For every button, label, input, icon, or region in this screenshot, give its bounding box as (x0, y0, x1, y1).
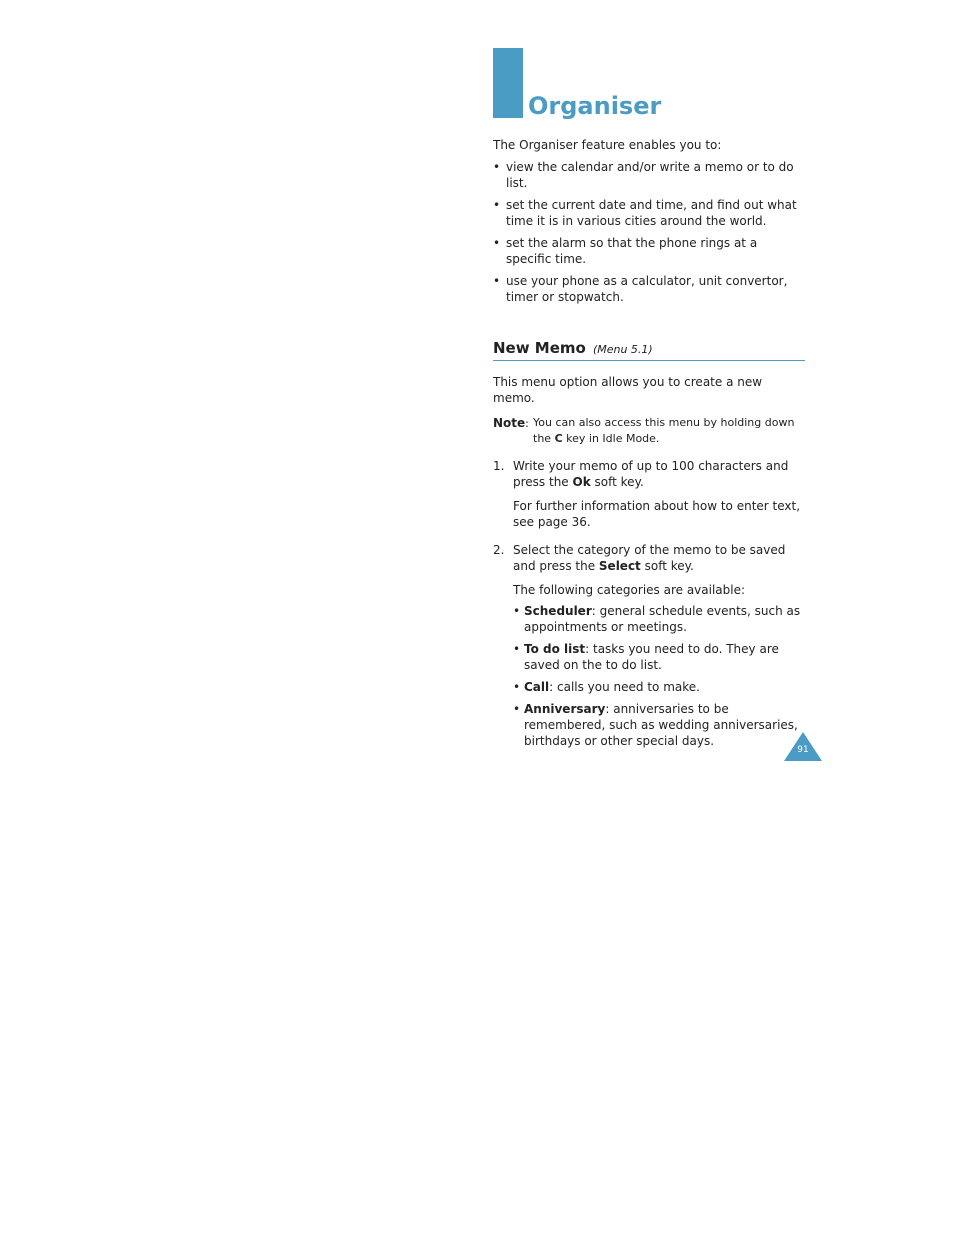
menu-reference: (Menu 5.1) (592, 343, 653, 356)
feature-text: use your phone as a calculator, unit convertor, timer or stopwatch. (506, 274, 788, 304)
bullet-icon: • (493, 198, 501, 212)
feature-item (493, 273, 805, 305)
chapter-intro: The Organiser feature enables you to: (493, 138, 722, 152)
category-item (513, 701, 805, 749)
bullet-icon: • (493, 160, 501, 174)
section-intro: This menu option allows you to create a new memo. (493, 375, 763, 405)
feature-list (493, 159, 805, 305)
category-desc: : general schedule events, such as appointments or meetings. (524, 604, 801, 634)
feature-item (493, 197, 805, 229)
note-text: You can also access this menu by holding down the (533, 416, 795, 445)
content-column (493, 48, 805, 761)
chapter-marker-bar (493, 48, 523, 118)
category-desc: : anniversaries to be remembered, such as wedding anniversaries, birthdays or other special days. (524, 702, 798, 748)
bullet-icon: • (513, 702, 521, 716)
note-block (493, 415, 805, 447)
feature-item (493, 235, 805, 267)
category-item (513, 603, 805, 635)
step-item (493, 458, 805, 530)
feature-item (493, 159, 805, 191)
chapter-title: Organiser (528, 92, 662, 120)
bullet-icon: • (513, 642, 521, 656)
chapter-header (493, 48, 805, 124)
bullet-icon: • (513, 604, 521, 618)
feature-text: view the calendar and/or write a memo or to do list. (506, 160, 794, 190)
note-text-end: key in Idle Mode. (566, 432, 660, 445)
section-title: New Memo (493, 339, 586, 357)
note-label: Note: (493, 416, 529, 430)
feature-text: set the alarm so that the phone rings at a specific time. (506, 236, 758, 266)
page-number: 91 (797, 745, 809, 755)
category-name: Anniversary (524, 702, 606, 716)
category-desc: : tasks you need to do. They are saved on the to do list. (524, 642, 779, 672)
step-number: 1. (493, 459, 505, 473)
soft-key-name: Ok (572, 475, 591, 489)
category-desc: : calls you need to make. (549, 680, 700, 694)
category-name: Call (524, 680, 550, 694)
step-text: Write your memo of up to 100 characters and press the Ok soft key. (513, 459, 789, 489)
step-list (493, 458, 805, 749)
category-name: Scheduler (524, 604, 592, 618)
category-list (513, 603, 805, 749)
bullet-icon: • (513, 680, 521, 694)
bullet-icon: • (493, 274, 501, 288)
step-item (493, 542, 805, 749)
category-item (513, 679, 805, 695)
soft-key-name: Select (598, 559, 641, 573)
step-number: 2. (493, 543, 505, 557)
category-item (513, 641, 805, 673)
step-detail: The following categories are available: (513, 583, 746, 597)
bullet-icon: • (493, 236, 501, 250)
feature-text: set the current date and time, and find out what time it is in various cities around the world. (506, 198, 797, 228)
note-key: C (554, 432, 563, 445)
page-number-badge (784, 732, 824, 762)
category-name: To do list (524, 642, 586, 656)
section-heading (493, 338, 805, 361)
step-detail: For further information about how to enter text, see page 36. (513, 499, 801, 529)
step-text: Select the category of the memo to be saved and press the Select soft key. (513, 543, 786, 573)
